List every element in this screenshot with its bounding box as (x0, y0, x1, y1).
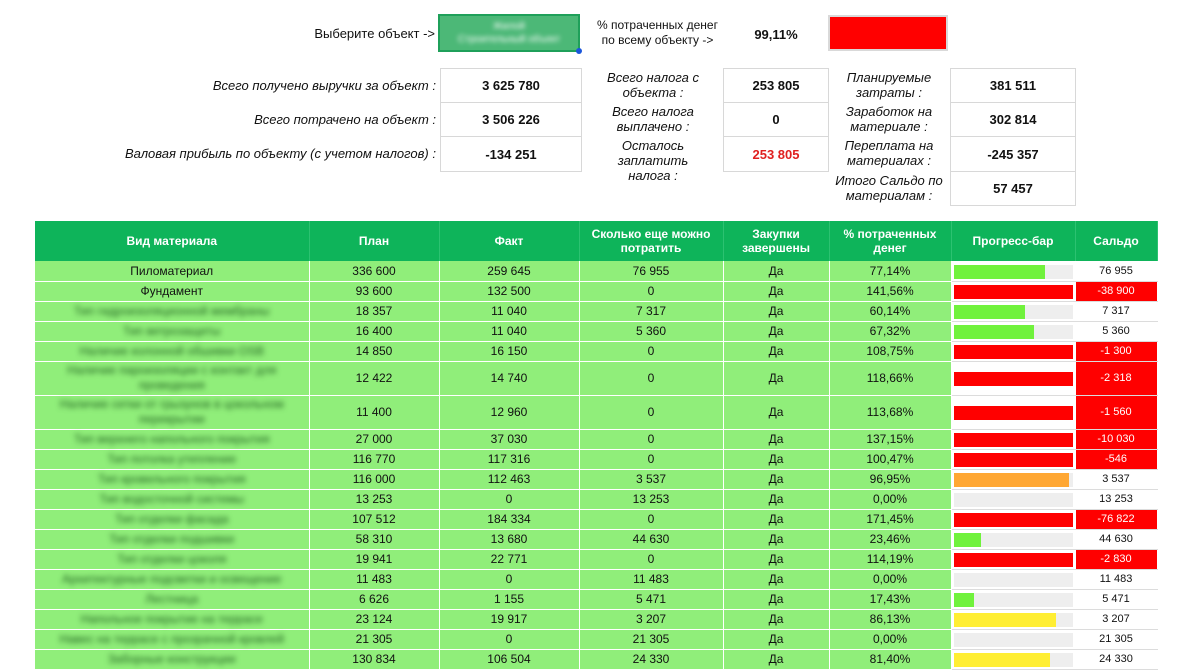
progress-bar-cell (951, 649, 1075, 669)
done-cell[interactable]: Да (723, 649, 829, 669)
percent-spent-label-line1: % потраченных денег (597, 18, 718, 32)
remaining-cell[interactable]: 21 305 (579, 629, 723, 649)
remaining-cell[interactable]: 0 (579, 429, 723, 449)
material-name: Тип верхнего напольного покрытия (73, 431, 270, 446)
planned-costs-label-line1: Планируемые (846, 70, 932, 85)
percent-cell[interactable]: 96,95% (829, 469, 951, 489)
plan-cell[interactable]: 14 850 (309, 341, 439, 361)
material-name-cell[interactable] (35, 549, 309, 569)
fact-cell[interactable]: 184 334 (439, 509, 579, 529)
remaining-cell[interactable]: 44 630 (579, 529, 723, 549)
remaining-cell[interactable]: 5 360 (579, 321, 723, 341)
progress-bar-cell (951, 569, 1075, 589)
col-header-percent-line2: денег (873, 241, 907, 255)
planned-costs-label-line2: затраты : (856, 85, 922, 100)
done-cell[interactable]: Да (723, 569, 829, 589)
percent-cell[interactable]: 67,32% (829, 321, 951, 341)
plan-cell[interactable]: 93 600 (309, 281, 439, 301)
material-name-cell[interactable] (35, 609, 309, 629)
material-name-cell[interactable] (35, 569, 309, 589)
table-row (35, 449, 1157, 469)
plan-cell[interactable]: 11 483 (309, 569, 439, 589)
saldo-cell[interactable]: -38 900 (1075, 281, 1157, 301)
done-cell[interactable]: Да (723, 489, 829, 509)
saldo-cell[interactable]: -546 (1075, 449, 1157, 469)
fact-cell[interactable]: 1 155 (439, 589, 579, 609)
progress-track (954, 553, 1073, 567)
table-body (35, 261, 1157, 669)
saldo-cell[interactable]: 5 471 (1075, 589, 1157, 609)
progress-track (954, 406, 1073, 420)
table-row (35, 341, 1157, 361)
material-name-cell[interactable] (35, 589, 309, 609)
plan-cell[interactable]: 27 000 (309, 429, 439, 449)
remaining-cell[interactable]: 0 (579, 509, 723, 529)
saldo-cell[interactable]: 24 330 (1075, 649, 1157, 669)
fact-cell[interactable]: 11 040 (439, 321, 579, 341)
fact-cell[interactable]: 117 316 (439, 449, 579, 469)
remaining-cell[interactable]: 7 317 (579, 301, 723, 321)
percent-cell[interactable]: 86,13% (829, 609, 951, 629)
done-cell[interactable]: Да (723, 429, 829, 449)
material-overpay-label (830, 138, 948, 168)
percent-cell[interactable]: 137,15% (829, 429, 951, 449)
saldo-cell[interactable]: 44 630 (1075, 529, 1157, 549)
material-name: Наличие пароизоляции с контакт для проведения (67, 363, 277, 392)
planned-costs-value: 381 511 (950, 68, 1076, 103)
material-name: Тип отделки цоколя (117, 551, 227, 566)
selection-handle[interactable] (576, 48, 582, 54)
percent-cell[interactable]: 0,00% (829, 569, 951, 589)
percent-spent-value: 99,11% (754, 27, 798, 42)
progress-track (954, 513, 1073, 527)
progress-fill (954, 593, 975, 607)
percent-cell[interactable]: 113,68% (829, 395, 951, 429)
material-earnings-label-line1: Заработок на (845, 104, 933, 119)
progress-track (954, 493, 1073, 507)
percent-cell[interactable]: 0,00% (829, 489, 951, 509)
done-cell[interactable]: Да (723, 395, 829, 429)
table-row (35, 261, 1157, 281)
total-tax-label (586, 70, 720, 100)
material-name: Пиломатериал (130, 263, 214, 278)
progress-track (954, 453, 1073, 467)
done-cell[interactable]: Да (723, 629, 829, 649)
plan-cell[interactable]: 130 834 (309, 649, 439, 669)
col-header-plan[interactable]: План (309, 221, 439, 261)
tax-paid-label (586, 104, 720, 134)
saldo-cell[interactable]: 76 955 (1075, 261, 1157, 281)
fact-cell[interactable]: 11 040 (439, 301, 579, 321)
progress-bar-cell (951, 395, 1075, 429)
remaining-cell[interactable]: 0 (579, 549, 723, 569)
progress-bar-cell (951, 529, 1075, 549)
saldo-total-label-line1: Итого Сальдо по (835, 173, 943, 188)
material-name: Фундамент (140, 284, 203, 298)
select-object-label: Выберите объект -> (314, 26, 435, 41)
progress-track (954, 433, 1073, 447)
fact-cell[interactable]: 106 504 (439, 649, 579, 669)
saldo-cell[interactable]: 21 305 (1075, 629, 1157, 649)
material-name-cell[interactable] (35, 469, 309, 489)
col-header-done-line2: завершены (742, 241, 810, 255)
fact-cell[interactable]: 112 463 (439, 469, 579, 489)
table-row (35, 361, 1157, 395)
progress-bar-cell (951, 321, 1075, 341)
plan-cell[interactable]: 19 941 (309, 549, 439, 569)
progress-bar-cell (951, 629, 1075, 649)
material-name-cell[interactable] (35, 361, 309, 395)
progress-bar-cell (951, 549, 1075, 569)
percent-cell[interactable]: 77,14% (829, 261, 951, 281)
percent-cell[interactable]: 100,47% (829, 449, 951, 469)
saldo-cell[interactable]: -1 300 (1075, 341, 1157, 361)
table-row (35, 469, 1157, 489)
tax-remaining-value: 253 805 (723, 136, 829, 172)
plan-cell[interactable]: 23 124 (309, 609, 439, 629)
table-row (35, 609, 1157, 629)
remaining-cell[interactable]: 5 471 (579, 589, 723, 609)
progress-fill (954, 372, 1073, 386)
progress-fill (954, 285, 1073, 299)
material-name-cell[interactable] (35, 261, 309, 281)
done-cell[interactable]: Да (723, 361, 829, 395)
table-row (35, 301, 1157, 321)
object-selector-line1: Жилой (493, 21, 525, 32)
col-header-remaining[interactable] (579, 221, 723, 261)
saldo-cell[interactable]: 13 253 (1075, 489, 1157, 509)
material-name: Тип отделки подшивки (109, 531, 235, 546)
percent-cell[interactable]: 23,46% (829, 529, 951, 549)
done-cell[interactable]: Да (723, 529, 829, 549)
gross-profit-value: -134 251 (440, 136, 582, 172)
progress-fill (954, 513, 1073, 527)
gross-profit-label: Валовая прибыль по объекту (с учетом налогов) : (124, 146, 436, 161)
done-cell[interactable]: Да (723, 261, 829, 281)
material-name: Тип водосточной системы (99, 491, 245, 506)
progress-track (954, 473, 1073, 487)
progress-fill (954, 533, 982, 547)
material-name-cell[interactable] (35, 649, 309, 669)
progress-track (954, 265, 1073, 279)
table-row (35, 629, 1157, 649)
plan-cell[interactable]: 16 400 (309, 321, 439, 341)
progress-bar-cell (951, 589, 1075, 609)
material-overpay-label-line2: материалах : (846, 153, 932, 168)
materials-table (35, 221, 1158, 670)
material-name: Тип отделки фасада (115, 511, 229, 526)
total-tax-label-line1: Всего налога с (607, 70, 699, 85)
remaining-cell[interactable]: 11 483 (579, 569, 723, 589)
progress-bar-cell (951, 301, 1075, 321)
progress-track (954, 345, 1073, 359)
col-header-saldo[interactable]: Сальдо (1075, 221, 1157, 261)
fact-cell[interactable]: 13 680 (439, 529, 579, 549)
material-name-cell[interactable] (35, 281, 309, 301)
plan-cell[interactable]: 116 770 (309, 449, 439, 469)
remaining-cell[interactable]: 0 (579, 361, 723, 395)
table-row (35, 549, 1157, 569)
progress-track (954, 285, 1073, 299)
material-name: Навес на террасе с прозрачной кровлей (59, 631, 285, 646)
progress-track (954, 653, 1073, 667)
remaining-cell[interactable]: 76 955 (579, 261, 723, 281)
fact-cell[interactable]: 0 (439, 569, 579, 589)
plan-cell[interactable]: 18 357 (309, 301, 439, 321)
col-header-fact[interactable]: Факт (439, 221, 579, 261)
saldo-cell[interactable]: 3 207 (1075, 609, 1157, 629)
total-revenue-label: Всего получено выручки за объект : (212, 78, 436, 93)
done-cell[interactable]: Да (723, 609, 829, 629)
progress-track (954, 305, 1073, 319)
table-row (35, 589, 1157, 609)
remaining-cell[interactable]: 0 (579, 449, 723, 469)
material-earnings-value: 302 814 (950, 102, 1076, 137)
material-name-cell[interactable] (35, 529, 309, 549)
table-row (35, 429, 1157, 449)
remaining-cell[interactable]: 13 253 (579, 489, 723, 509)
col-header-percent-line1: % потраченных (843, 227, 937, 241)
table-row (35, 569, 1157, 589)
progress-bar-cell (951, 509, 1075, 529)
remaining-cell[interactable]: 0 (579, 341, 723, 361)
plan-cell[interactable]: 6 626 (309, 589, 439, 609)
plan-cell[interactable]: 12 422 (309, 361, 439, 395)
progress-bar-cell (951, 469, 1075, 489)
progress-bar-cell (951, 609, 1075, 629)
remaining-cell[interactable]: 0 (579, 281, 723, 301)
percent-spent-label-line2: по всему объекту -> (601, 33, 714, 47)
remaining-cell[interactable]: 3 207 (579, 609, 723, 629)
tax-remaining-label-line1: Осталось заплатить (617, 138, 689, 168)
material-name: Наличие колонной обшивки OSB (79, 343, 264, 358)
saldo-cell[interactable]: 5 360 (1075, 321, 1157, 341)
material-name-cell[interactable] (35, 629, 309, 649)
planned-costs-label (830, 70, 948, 100)
remaining-cell[interactable]: 24 330 (579, 649, 723, 669)
fact-cell[interactable]: 37 030 (439, 429, 579, 449)
col-header-done[interactable] (723, 221, 829, 261)
material-name: Тип кровельного покрытия (97, 471, 246, 486)
progress-fill (954, 453, 1073, 467)
material-name-cell[interactable] (35, 489, 309, 509)
fact-cell[interactable]: 19 917 (439, 609, 579, 629)
percent-spent-label (585, 18, 730, 48)
material-name: Заборные конструкции (107, 651, 236, 666)
material-name-cell[interactable] (35, 449, 309, 469)
tax-paid-label-line2: выплачено : (616, 119, 690, 134)
percent-cell[interactable]: 108,75% (829, 341, 951, 361)
material-name: Тип гидроизоляционной мембраны (74, 303, 270, 318)
saldo-total-label (830, 173, 948, 203)
material-name-cell[interactable] (35, 509, 309, 529)
progress-bar-cell (951, 361, 1075, 395)
fact-cell[interactable]: 0 (439, 629, 579, 649)
progress-track (954, 633, 1073, 647)
done-cell[interactable]: Да (723, 281, 829, 301)
percent-cell[interactable]: 171,45% (829, 509, 951, 529)
total-revenue-value: 3 625 780 (440, 68, 582, 103)
col-header-percent[interactable] (829, 221, 951, 261)
percent-cell[interactable]: 118,66% (829, 361, 951, 395)
material-name: Наличие сетки от грызунов в цокольном перекрытии (59, 397, 284, 426)
col-header-remaining-line1: Сколько еще можно (591, 227, 711, 241)
progress-track (954, 573, 1073, 587)
col-header-progress[interactable]: Прогресс-бар (951, 221, 1075, 261)
tax-paid-value: 0 (723, 102, 829, 137)
progress-fill (954, 305, 1026, 319)
remaining-cell[interactable]: 0 (579, 395, 723, 429)
material-overpay-value: -245 357 (950, 136, 1076, 172)
progress-track (954, 325, 1073, 339)
saldo-cell[interactable]: 7 317 (1075, 301, 1157, 321)
plan-cell[interactable]: 21 305 (309, 629, 439, 649)
progress-track (954, 533, 1073, 547)
tax-paid-label-line1: Всего налога (612, 104, 694, 119)
progress-track (954, 372, 1073, 386)
material-name: Напольное покрытие на террасе (80, 611, 263, 626)
progress-bar-cell (951, 429, 1075, 449)
saldo-cell[interactable]: -76 822 (1075, 509, 1157, 529)
saldo-total-label-line2: материалам : (845, 188, 933, 203)
progress-fill (954, 613, 1056, 627)
progress-bar-cell (951, 489, 1075, 509)
done-cell[interactable]: Да (723, 449, 829, 469)
tax-remaining-label-line2: налога : (628, 168, 678, 183)
percent-cell[interactable]: 81,40% (829, 649, 951, 669)
plan-cell[interactable]: 13 253 (309, 489, 439, 509)
done-cell[interactable]: Да (723, 509, 829, 529)
material-name-cell[interactable] (35, 395, 309, 429)
material-name: Тип потолка утепление (107, 451, 237, 466)
done-cell[interactable]: Да (723, 549, 829, 569)
remaining-cell[interactable]: 3 537 (579, 469, 723, 489)
saldo-cell[interactable]: -1 560 (1075, 395, 1157, 429)
table-row (35, 281, 1157, 301)
plan-cell[interactable]: 11 400 (309, 395, 439, 429)
progress-fill (954, 345, 1073, 359)
progress-fill (954, 406, 1073, 420)
fact-cell[interactable]: 12 960 (439, 395, 579, 429)
col-header-done-line1: Закупки (752, 227, 800, 241)
saldo-total-value: 57 457 (950, 171, 1076, 206)
fact-cell[interactable]: 0 (439, 489, 579, 509)
saldo-cell[interactable]: 11 483 (1075, 569, 1157, 589)
material-name-cell[interactable] (35, 341, 309, 361)
material-name-cell[interactable] (35, 301, 309, 321)
saldo-cell[interactable]: -2 830 (1075, 549, 1157, 569)
plan-cell[interactable]: 107 512 (309, 509, 439, 529)
progress-fill (954, 265, 1046, 279)
total-spent-label: Всего потрачено на объект : (254, 112, 436, 127)
material-earnings-label-line2: материале : (850, 119, 928, 134)
table-row (35, 489, 1157, 509)
table-row (35, 321, 1157, 341)
col-header-remaining-line2: потратить (620, 241, 682, 255)
done-cell[interactable]: Да (723, 321, 829, 341)
total-spent-value: 3 506 226 (440, 102, 582, 137)
progress-track (954, 593, 1073, 607)
percent-cell[interactable]: 17,43% (829, 589, 951, 609)
fact-cell[interactable]: 16 150 (439, 341, 579, 361)
table-row (35, 649, 1157, 669)
fact-cell[interactable]: 14 740 (439, 361, 579, 395)
tax-remaining-label (586, 138, 720, 183)
table-row (35, 395, 1157, 429)
percent-cell[interactable]: 141,56% (829, 281, 951, 301)
plan-cell[interactable]: 58 310 (309, 529, 439, 549)
plan-cell[interactable]: 336 600 (309, 261, 439, 281)
progress-bar-cell (951, 281, 1075, 301)
saldo-cell[interactable]: -10 030 (1075, 429, 1157, 449)
total-tax-label-line2: объекта : (622, 85, 684, 100)
percent-cell[interactable]: 114,19% (829, 549, 951, 569)
fact-cell[interactable]: 259 645 (439, 261, 579, 281)
done-cell[interactable]: Да (723, 589, 829, 609)
progress-track (954, 613, 1073, 627)
saldo-cell[interactable]: -2 318 (1075, 361, 1157, 395)
done-cell[interactable]: Да (723, 469, 829, 489)
plan-cell[interactable]: 116 000 (309, 469, 439, 489)
table-row (35, 529, 1157, 549)
object-selector[interactable] (438, 14, 580, 52)
percent-cell[interactable]: 60,14% (829, 301, 951, 321)
overall-status-indicator (828, 15, 948, 51)
total-tax-value: 253 805 (723, 68, 829, 103)
progress-fill (954, 433, 1073, 447)
progress-fill (954, 553, 1073, 567)
done-cell[interactable]: Да (723, 341, 829, 361)
material-name: Архитектурные подсветки и освещение (62, 571, 282, 586)
col-header-material[interactable]: Вид материала (35, 221, 309, 261)
progress-fill (954, 325, 1034, 339)
material-name-cell[interactable] (35, 429, 309, 449)
progress-bar-cell (951, 341, 1075, 361)
material-name: Лестница (145, 591, 199, 606)
material-name-cell[interactable] (35, 321, 309, 341)
table-row (35, 509, 1157, 529)
progress-bar-cell (951, 449, 1075, 469)
saldo-cell[interactable]: 3 537 (1075, 469, 1157, 489)
material-earnings-label (830, 104, 948, 134)
fact-cell[interactable]: 22 771 (439, 549, 579, 569)
material-name: Тип ветрозащиты (123, 323, 221, 338)
object-selector-line2: Строительный объект (457, 34, 561, 45)
progress-fill (954, 473, 1069, 487)
fact-cell[interactable]: 132 500 (439, 281, 579, 301)
material-overpay-label-line1: Переплата на (844, 138, 934, 153)
progress-bar-cell (951, 261, 1075, 281)
table-header-row (35, 221, 1157, 261)
progress-fill (954, 653, 1051, 667)
done-cell[interactable]: Да (723, 301, 829, 321)
percent-cell[interactable]: 0,00% (829, 629, 951, 649)
